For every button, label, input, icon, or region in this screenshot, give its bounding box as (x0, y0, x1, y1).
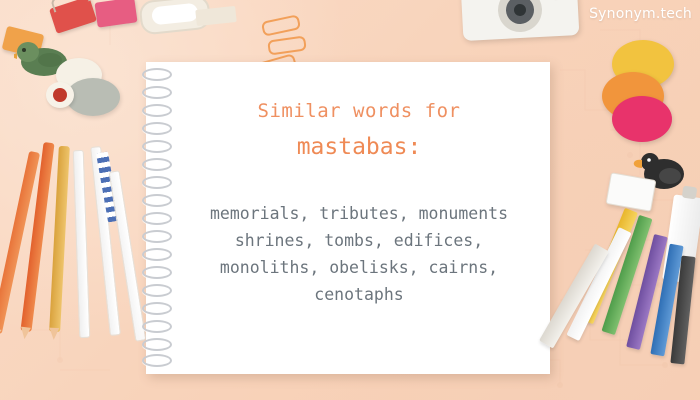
oval-stone-dot (46, 82, 74, 108)
site-watermark: Synonym.tech (589, 6, 692, 22)
synonym-line: cenotaphs (314, 285, 404, 304)
macaron-pink (612, 96, 672, 142)
notebook-page (146, 62, 550, 374)
synonym-line: monoliths, obelisks, cairns, (219, 258, 499, 277)
synonym-line: shrines, tombs, edifices, (234, 231, 484, 250)
synonym-list (186, 200, 532, 308)
spiral-binding (142, 62, 168, 374)
card-word: mastabas: (296, 134, 422, 160)
oval-stone-grey (66, 78, 120, 116)
card-text (186, 100, 532, 308)
synonym-line: memorials, tributes, monuments (209, 204, 508, 223)
card-heading: Similar words for (257, 100, 461, 122)
camera (461, 0, 580, 41)
